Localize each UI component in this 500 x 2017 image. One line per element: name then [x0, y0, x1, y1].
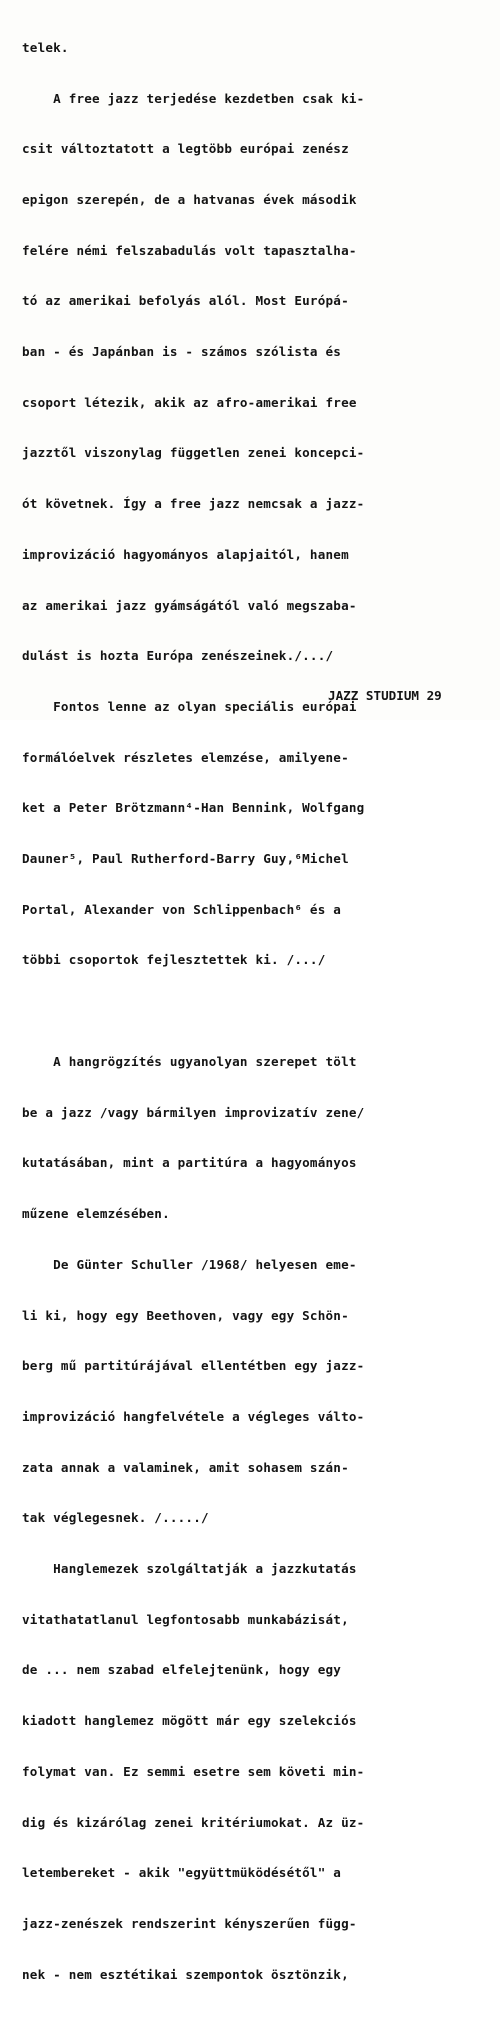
text-line: Fontos lenne az olyan speciális európai — [22, 698, 357, 714]
text-line: felére némi felszabadulás volt tapasztalha- — [22, 242, 357, 258]
text-line: be a jazz /vagy bármilyen improvizatív zene/ — [22, 1104, 365, 1120]
text-line: li ki, hogy egy Beethoven, vagy egy Schön- — [22, 1307, 349, 1323]
text-line: de ... nem szabad elfelejtenünk, hogy egy — [22, 1662, 342, 1678]
text-line: műzene elemzésében. — [22, 1206, 170, 1222]
text-line: A hangrögzítés ugyanolyan szerepet tölt — [22, 1053, 357, 1069]
page-footer: JAZZ STUDIUM 29 — [328, 688, 442, 703]
text-line: improvizáció hangfelvétele a végleges válto- — [22, 1408, 365, 1424]
text-line: kutatásában, mint a partitúra a hagyományos — [22, 1155, 357, 1171]
text-line: letembereket - akik "együttmüködésétől" a — [22, 1865, 342, 1881]
text-line: nek - nem esztétikai szempontok ösztönzik, — [22, 1966, 349, 1982]
text-line: csoport létezik, akik az afro-amerikai free — [22, 394, 357, 410]
text-line: dulást is hozta Európa zenészeinek./.../ — [22, 648, 334, 664]
text-line: ket a Peter Brötzmann⁴-Han Bennink, Wolfgang — [22, 800, 365, 816]
text-line: csit változtatott a legtöbb európai zenész — [22, 141, 349, 157]
text-line: vitathatatlanul legfontosabb munkabázisát, — [22, 1611, 349, 1627]
text-line: De Günter Schuller /1968/ helyesen eme- — [22, 1256, 357, 1272]
text-line: berg mű partitúrájával ellentétben egy jazz- — [22, 1358, 365, 1374]
text-line: jazz-zenészek rendszerint kényszerűen függ- — [22, 1915, 357, 1931]
text-line: folymat van. Ez semmi esetre sem követi min- — [22, 1763, 365, 1779]
text-line: kiadott hanglemez mögött már egy szelekciós — [22, 1713, 357, 1729]
text-line: Dauner⁵, Paul Rutherford-Barry Guy,⁶Michel — [22, 851, 349, 867]
text-line: többi csoportok fejlesztettek ki. /.../ — [22, 952, 326, 968]
text-line: Portal, Alexander von Schlippenbach⁶ és a — [22, 901, 342, 917]
text-line: telek. — [22, 39, 69, 55]
text-line: tak véglegesnek. /...../ — [22, 1510, 209, 1526]
text-line: jazztől viszonylag független zenei koncepci- — [22, 445, 365, 461]
text-line: dig és kizárólag zenei kritériumokat. Az üz- — [22, 1814, 365, 1830]
body-text — [22, 6, 484, 2017]
text-line: ót követnek. Így a free jazz nemcsak a jazz- — [22, 496, 365, 512]
text-line: formálóelvek részletes elemzése, amilyene- — [22, 749, 349, 765]
text-line: A free jazz terjedése kezdetben csak ki- — [22, 90, 365, 106]
text-line: ban - és Japánban is - számos szólista és — [22, 344, 342, 360]
text-line: improvizáció hagyományos alapjaitól, hanem — [22, 546, 349, 562]
text-line: Hanglemezek szolgáltatják a jazzkutatás — [22, 1561, 357, 1577]
text-line: tó az amerikai befolyás alól. Most Európá- — [22, 293, 349, 309]
text-line: az amerikai jazz gyámságától való megszaba- — [22, 597, 357, 613]
paragraph-gap — [22, 1003, 484, 1020]
text-line: zata annak a valaminek, amit sohasem szán- — [22, 1459, 349, 1475]
text-line: epigon szerepén, de a hatvanas évek második — [22, 191, 357, 207]
